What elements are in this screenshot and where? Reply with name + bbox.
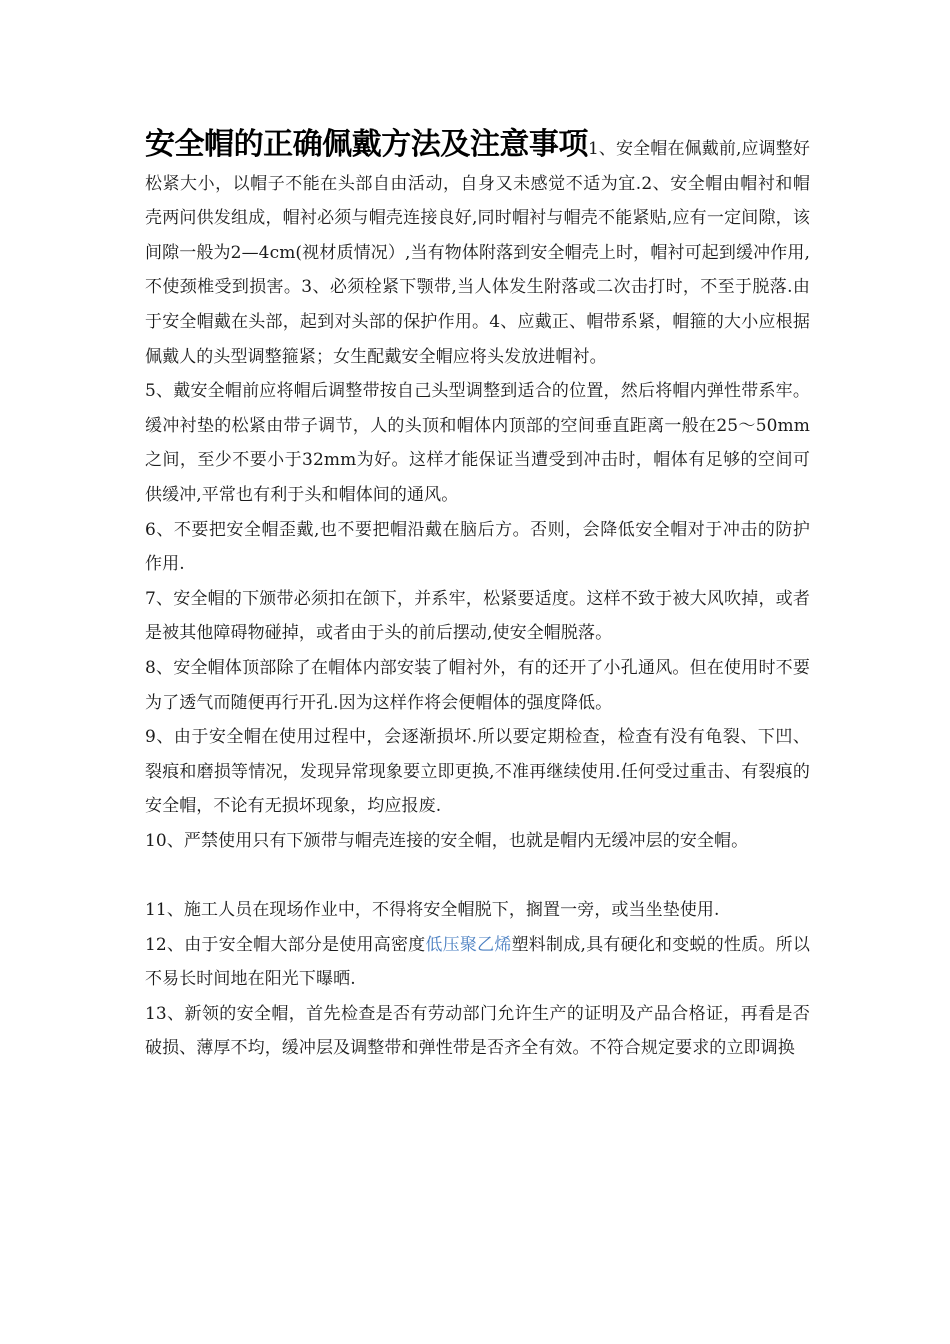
paragraph-12-text-end: 塑料制成,具有硬化和变蜕的性质。所以不易长时间地在阳光下曝晒. <box>145 934 810 990</box>
paragraph-13: 13、新领的安全帽，首先检查是否有劳动部门允许生产的证明及产品合格证，再看是否破损、薄厚不均，缓冲层及调整带和弹性带是否齐全有效。不符合规定要求的立即调换 <box>145 1003 810 1059</box>
paragraph-8: 8、安全帽体顶部除了在帽体内部安装了帽衬外，有的还开了小孔通风。但在使用时不要为了透气而随便再行开孔.因为这样作将会便帽体的强度降低。 <box>145 657 810 713</box>
paragraph-7: 7、安全帽的下颁带必须扣在颌下，并系牢，松紧要适度。这样不致于被大风吹掉，或者是被其他障碍物碰掉，或者由于头的前后摆动,使安全帽脱落。 <box>145 588 810 644</box>
blank-line <box>145 858 810 893</box>
document-page <box>145 128 810 1066</box>
paragraph-12 <box>145 928 810 997</box>
paragraph-10: 10、严禁使用只有下颁带与帽壳连接的安全帽，也就是帽内无缓冲层的安全帽。 <box>145 830 749 851</box>
paragraph-9: 9、由于安全帽在使用过程中，会逐渐损坏.所以要定期检查，检查有没有龟裂、下凹、裂痕和磨损等情况，发现异常现象要立即更换,不准再继续使用.任何受过重击、有裂痕的安全帽，不论有无损坏现象，均应报废. <box>145 727 810 817</box>
document-title: 安全帽的正确佩戴方法及注意事项 <box>145 127 588 162</box>
paragraph-11: 11、施工人员在现场作业中，不得将安全帽脱下，搁置一旁，或当坐垫使用. <box>145 900 720 921</box>
paragraph-5: 5、戴安全帽前应将帽后调整带按自己头型调整到适合的位置，然后将帽内弹性带系牢。缓冲衬垫的松紧由带子调节，人的头顶和帽体内顶部的空间垂直距离一般在25～50mm之间，至少不要小于32mm为好。这样才能保证当遭受到冲击时，帽体有足够的空间可供缓冲,平常也有利于头和帽体间的通风。 <box>145 381 810 505</box>
polyethylene-link[interactable]: 低压聚乙烯 <box>425 934 512 955</box>
intro-paragraph <box>145 128 810 374</box>
paragraph-12-text-start: 12、由于安全帽大部分是使用高密度 <box>145 934 426 955</box>
paragraph-1-4: 1、安全帽在佩戴前,应调整好松紧大小，以帽子不能在头部自由活动，自身又未感觉不适为宜.2、安全帽由帽衬和帽壳两问供发组成，帽衬必须与帽壳连接良好,同时帽衬与帽壳不能紧贴,应有一定间隙，该间隙一般为2—4cm(视材质情况）,当有物体附落到安全帽壳上时，帽衬可起到缓冲作用,不使颈椎受到损害。3、必须栓紧下颚带,当人体发生附落或二次击打时，不至于脱落.由于安全帽戴在头部，起到对头部的保护作用。4、应戴正、帽带系紧，帽箍的大小应根据佩戴人的头型调整箍紧；女生配戴安全帽应将头发放进帽衬。 <box>145 139 810 367</box>
paragraph-6: 6、不要把安全帽歪戴,也不要把帽沿戴在脑后方。否则，会降低安全帽对于冲击的防护作用. <box>145 519 810 575</box>
